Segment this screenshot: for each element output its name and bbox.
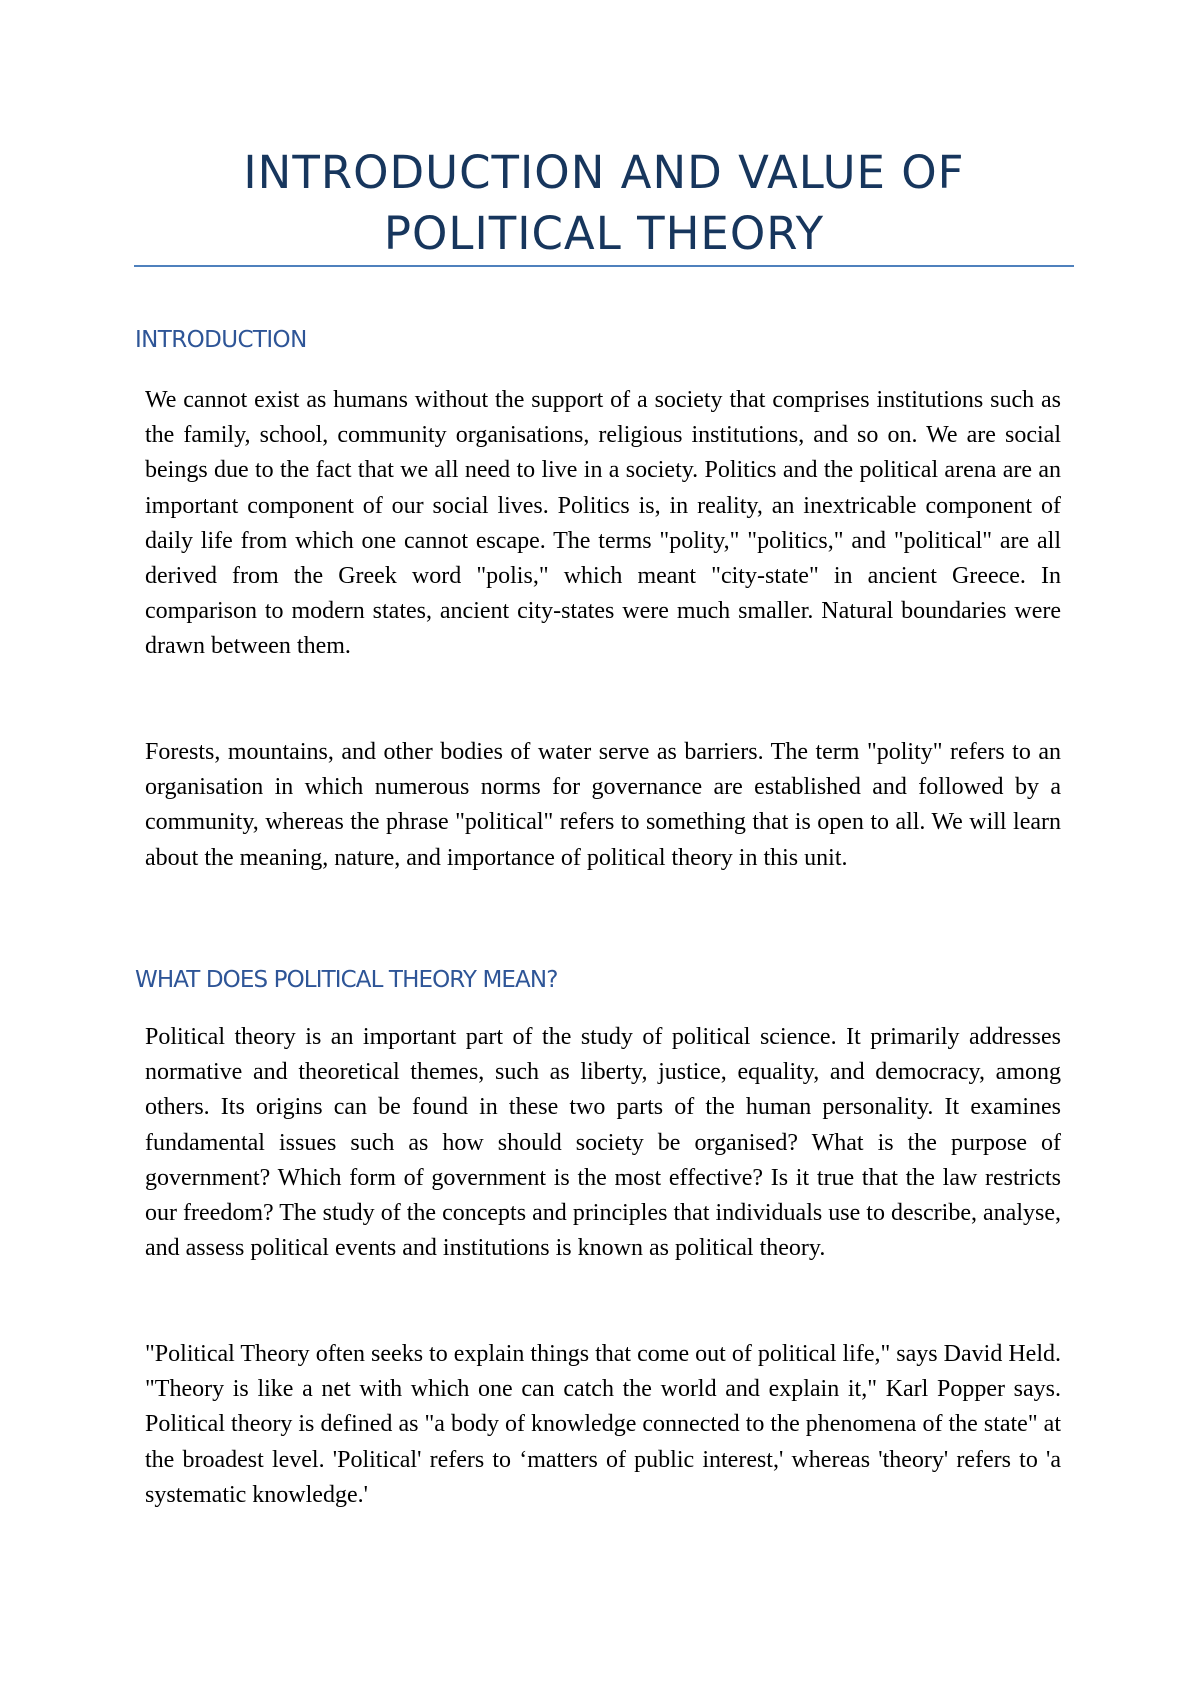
introduction-paragraph-2: Forests, mountains, and other bodies of water serve as barriers. The term "polity" refers to an organisation in which numerous norms for governance are established and followed by a community, whereas the phrase "political" refers to something that is open to all. We will learn about the meaning, nature, and importance of political theory in this unit. <box>145 739 1061 871</box>
political-theory-paragraph-2: "Political Theory often seeks to explain things that come out of political life," says David Held. "Theory is like a net with which one can catch the world and explain it," Karl Popper says. Political theory is defined as "a body of knowledge connected to the phenomena of the state" at the broadest level. 'Political' refers to ‘matters of public interest,' whereas 'theory' refers to 'a systematic knowledge.' <box>145 1341 1061 1508</box>
section-heading-introduction: INTRODUCTION <box>135 327 307 353</box>
political-theory-paragraph-1: Political theory is an important part of the study of political science. It primarily addresses normative and theoretical themes, such as liberty, justice, equality, and democracy, among others. Its origins can be found in these two parts of the human personality. It examines fundamental issues such as how should society be organised? What is the purpose of government? Which form of government is the most effective? Is it true that the law restricts our freedom? The study of the concepts and principles that individuals use to describe, analyse, and assess political events and institutions is known as political theory. <box>145 1024 1061 1262</box>
introduction-paragraph-1: We cannot exist as humans without the support of a society that comprises institutions such as the family, school, community organisations, religious institutions, and so on. We are social beings due to the fact that we all need to live in a society. Politics and the political arena are an important component of our social lives. Politics is, in reality, an inextricable component of daily life from which one cannot escape. The terms "polity," "politics," and "political" are all derived from the Greek word "polis," which meant "city-state" in ancient Greece. In comparison to modern states, ancient city-states were much smaller. Natural boundaries were drawn between them. <box>145 387 1061 660</box>
title-underline-divider <box>134 265 1074 267</box>
section-heading-what-does-political-theory-mean: WHAT DOES POLITICAL THEORY MEAN? <box>135 967 558 993</box>
document-title: INTRODUCTION AND VALUE OF POLITICAL THEORY <box>243 146 965 260</box>
